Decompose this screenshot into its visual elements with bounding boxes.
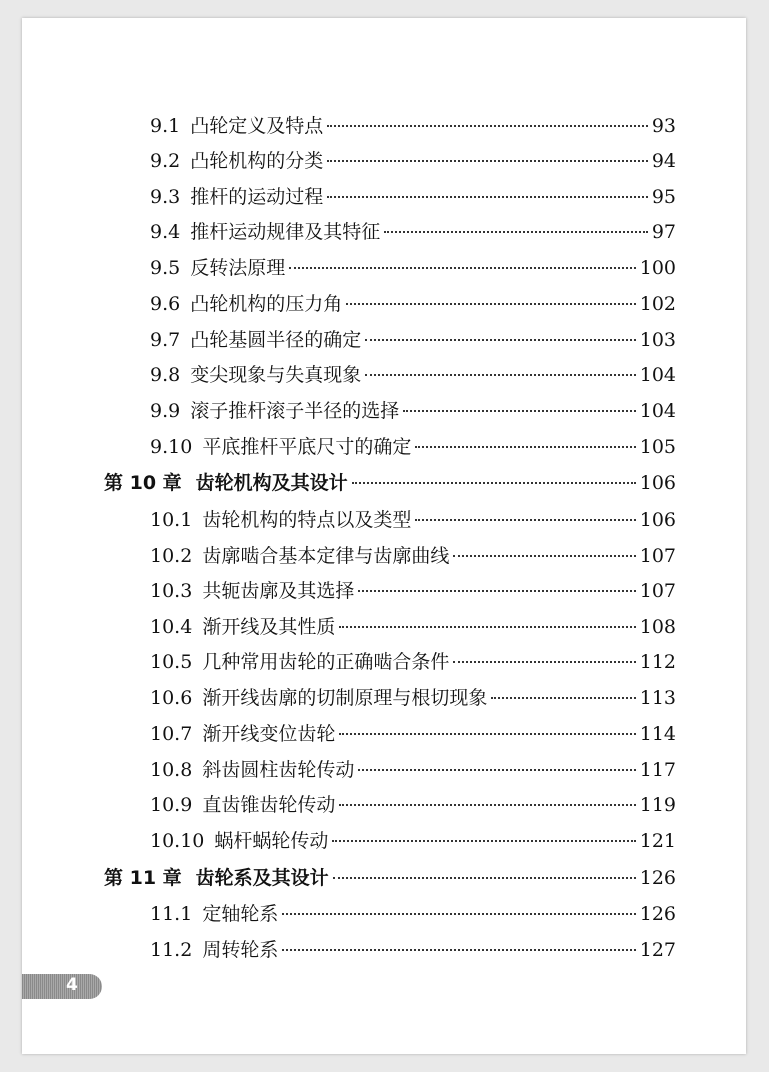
toc-section-entry [150,829,676,853]
dot-leader [327,125,648,127]
toc-entry-page: 126 [639,867,676,889]
toc-chapter-entry [104,471,676,495]
toc-entry-title: 平底推杆平底尺寸的确定 [202,436,412,458]
toc-entry-page: 114 [639,723,676,745]
toc-entry-number: 9.4 [150,221,181,243]
toc-entry-title: 推杆的运动过程 [190,186,324,208]
toc-entry-number: 9.8 [150,364,181,386]
toc-section-entry [150,544,676,568]
toc-entry-title: 蜗杆蜗轮传动 [214,830,329,852]
toc-entry-page: 119 [639,794,676,816]
toc-entry-title: 变尖现象与失真现象 [190,364,362,386]
toc-entry-title: 凸轮机构的压力角 [190,293,343,315]
toc-section-entry [150,902,676,926]
toc-entry-number: 9.3 [150,186,181,208]
toc-entry-page: 100 [639,257,676,279]
toc-section-entry [150,185,676,209]
toc-section-entry [150,220,676,244]
toc-section-entry [150,149,676,173]
toc-entry-title: 齿廓啮合基本定律与齿廓曲线 [202,545,450,567]
toc-entry-number: 9.7 [150,329,181,351]
toc-entry-number: 9.2 [150,150,181,172]
toc-entry-page: 105 [639,436,676,458]
toc-entry-page: 104 [639,400,676,422]
toc-entry-page: 104 [639,364,676,386]
dot-leader [339,733,635,735]
toc-entry-title: 直齿锥齿轮传动 [202,794,336,816]
toc-entry-number: 9.5 [150,257,181,279]
toc-section-entry [150,114,676,138]
toc-section-entry [150,758,676,782]
toc-entry-title: 凸轮机构的分类 [190,150,324,172]
toc-entry-page: 108 [639,616,676,638]
toc-entry-number: 10.3 [150,580,193,602]
toc-entry-number: 9.1 [150,115,181,137]
toc-entry-title: 周转轮系 [202,939,279,961]
toc-entry-number: 9.9 [150,400,181,422]
toc-entry-number: 10.4 [150,616,193,638]
toc-entry-page: 112 [639,651,676,673]
dot-leader [491,697,635,699]
toc-section-entry [150,615,676,639]
dot-leader [339,804,635,806]
toc-chapter-entry [104,866,676,890]
toc-entry-page: 95 [651,186,676,208]
toc-entry-title: 渐开线变位齿轮 [202,723,336,745]
toc-section-entry [150,363,676,387]
toc-entry-page: 121 [639,830,676,852]
toc-entry-number: 10.2 [150,545,193,567]
dot-leader [415,446,635,448]
dot-leader [453,555,635,557]
dot-leader [327,196,648,198]
toc-entry-title: 反转法原理 [190,257,286,279]
toc-section-entry [150,579,676,603]
toc-entry-title: 滚子推杆滚子半径的选择 [190,400,400,422]
toc-entry-number: 9.10 [150,436,193,458]
toc-entry-page: 103 [639,329,676,351]
toc-entry-number: 9.6 [150,293,181,315]
toc-section-entry [150,256,676,280]
toc-entry-title: 凸轮定义及特点 [190,115,324,137]
toc-section-entry [150,508,676,532]
toc-entry-title: 定轴轮系 [202,903,279,925]
dot-leader [365,374,636,376]
toc-entry-title: 齿轮系及其设计 [195,867,329,889]
toc-section-entry [150,435,676,459]
toc-entry-number: 10.6 [150,687,193,709]
toc-entry-page: 127 [639,939,676,961]
toc-entry-number: 10.10 [150,830,205,852]
dot-leader [346,303,636,305]
toc-entry-title: 渐开线齿廓的切制原理与根切现象 [202,687,488,709]
page-number-tab [22,974,102,999]
toc-section-entry [150,938,676,962]
dot-leader [358,769,635,771]
dot-leader [333,877,636,879]
toc-entry-title: 推杆运动规律及其特征 [190,221,381,243]
toc-section-entry [150,686,676,710]
toc-entry-page: 107 [639,545,676,567]
toc-entry-page: 117 [639,759,676,781]
dot-leader [365,339,636,341]
toc-entry-page: 97 [651,221,676,243]
toc-entry-page: 113 [639,687,676,709]
toc-section-entry [150,722,676,746]
toc-entry-number: 11.2 [150,939,193,961]
dot-leader [327,160,648,162]
page-number: 4 [66,975,78,995]
toc-entry-page: 126 [639,903,676,925]
toc-entry-title: 几种常用齿轮的正确啮合条件 [202,651,450,673]
toc-entry-page: 107 [639,580,676,602]
toc-entry-page: 102 [639,293,676,315]
dot-leader [384,231,648,233]
dot-leader [453,661,635,663]
toc-entry-title: 齿轮机构及其设计 [195,472,348,494]
toc-entry-number: 第 10 章 [104,472,182,494]
toc-entry-title: 渐开线及其性质 [202,616,336,638]
toc-section-entry [150,399,676,423]
dot-leader [289,267,636,269]
toc-entry-page: 93 [651,115,676,137]
dot-leader [282,913,635,915]
dot-leader [358,590,635,592]
dot-leader [352,482,636,484]
toc-entry-page: 106 [639,509,676,531]
toc-entry-title: 齿轮机构的特点以及类型 [202,509,412,531]
toc-entry-number: 11.1 [150,903,193,925]
dot-leader [415,519,635,521]
toc-entry-number: 10.7 [150,723,193,745]
toc-entry-number: 10.5 [150,651,193,673]
toc-section-entry [150,650,676,674]
document-page [22,18,746,1054]
toc-section-entry [150,793,676,817]
toc-entry-number: 10.1 [150,509,193,531]
toc-entry-number: 第 11 章 [104,867,182,889]
toc-entry-number: 10.8 [150,759,193,781]
toc-section-entry [150,292,676,316]
dot-leader [339,626,635,628]
toc-entry-page: 94 [651,150,676,172]
toc-entry-title: 共轭齿廓及其选择 [202,580,355,602]
toc-section-entry [150,328,676,352]
toc-entry-title: 斜齿圆柱齿轮传动 [202,759,355,781]
dot-leader [403,410,636,412]
toc-entry-number: 10.9 [150,794,193,816]
toc-entry-page: 106 [639,472,676,494]
toc-entry-title: 凸轮基圆半径的确定 [190,329,362,351]
dot-leader [282,949,635,951]
dot-leader [332,840,635,842]
